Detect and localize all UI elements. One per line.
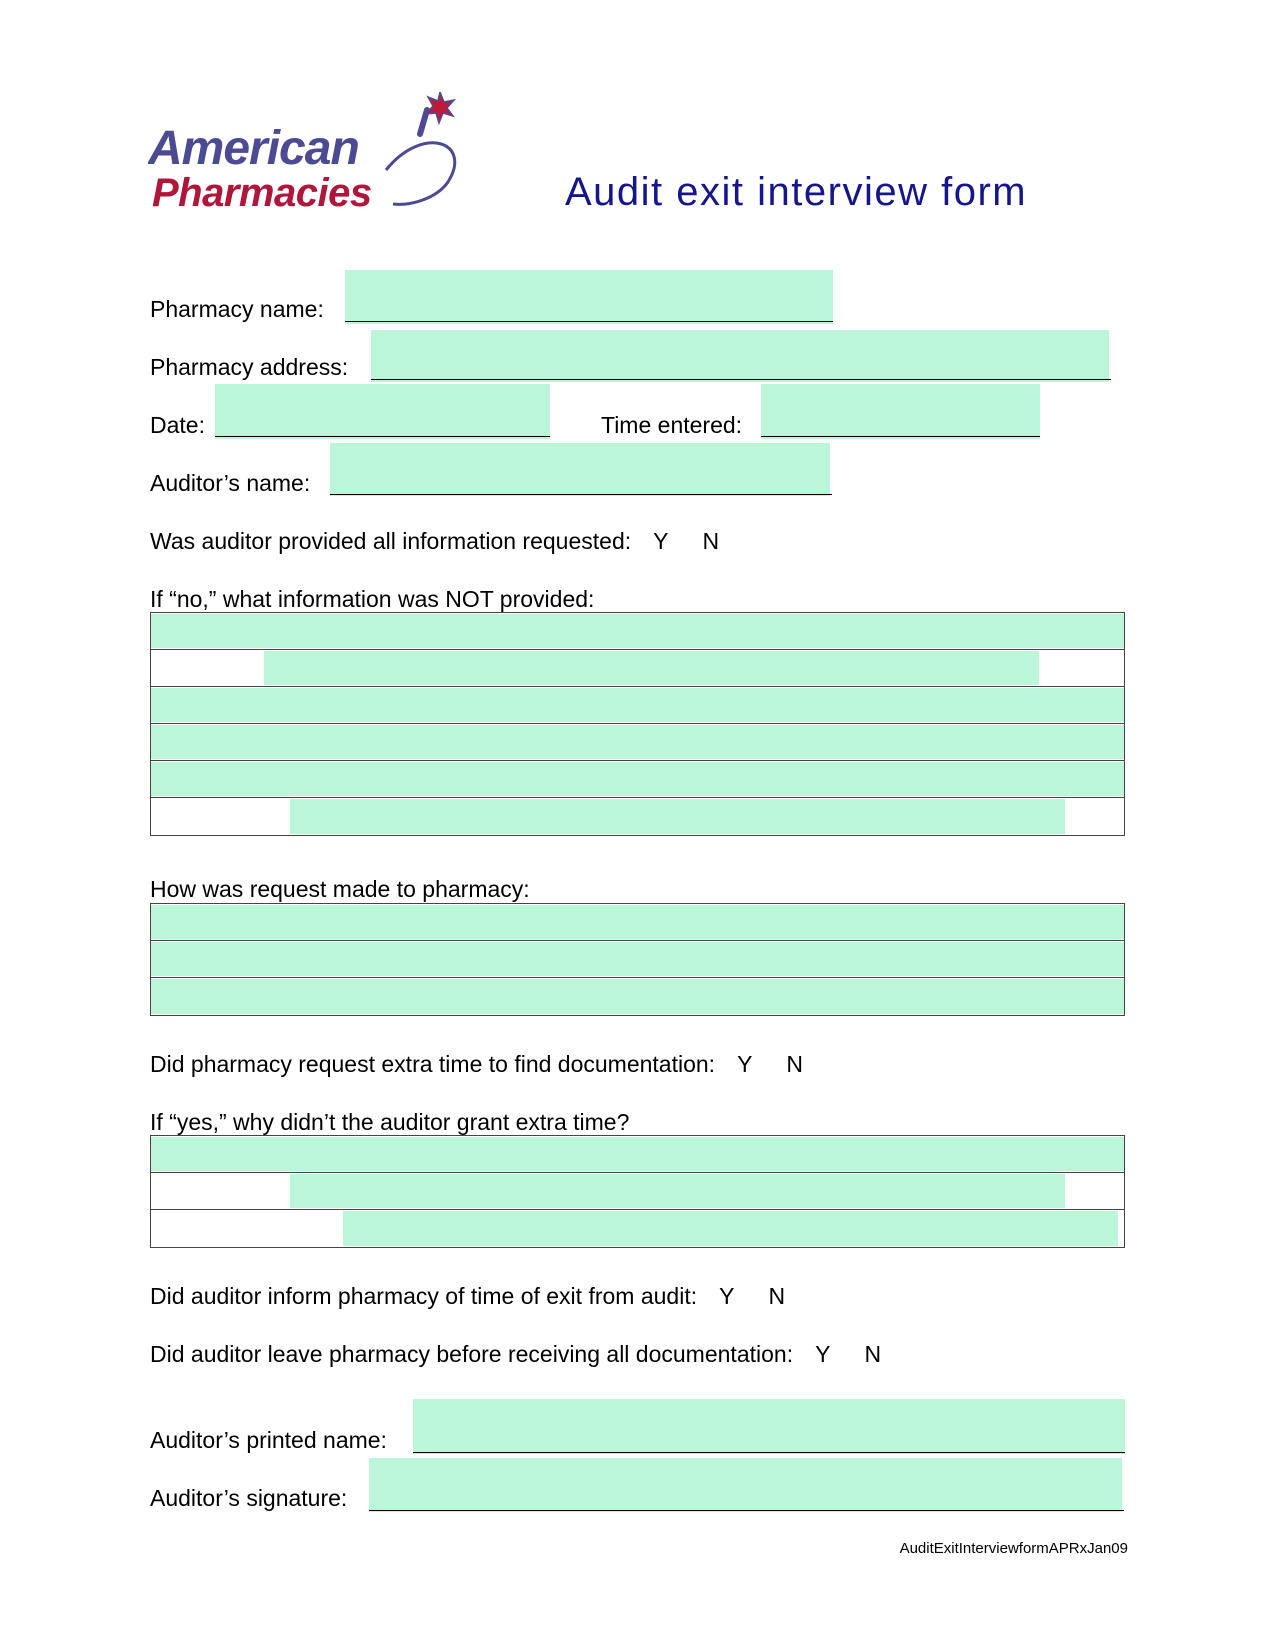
no-option[interactable]: N xyxy=(864,1341,882,1367)
yes-option[interactable]: Y xyxy=(815,1341,831,1367)
printed-name-label: Auditor’s printed name: xyxy=(150,1427,387,1453)
time-entered-label: Time entered: xyxy=(601,412,743,438)
info-row[interactable] xyxy=(151,798,1124,835)
reason-row[interactable] xyxy=(151,1136,1124,1173)
logo-pharmacies: Pharmacies xyxy=(152,171,372,215)
reason-row-field[interactable] xyxy=(343,1211,1118,1246)
date-underline xyxy=(215,436,550,437)
printed-name-field[interactable] xyxy=(413,1399,1125,1454)
info-row-field[interactable] xyxy=(264,651,1039,685)
pharmacy-address-field[interactable] xyxy=(371,330,1109,382)
no-option[interactable]: N xyxy=(702,528,720,554)
logo-graphic xyxy=(148,92,468,217)
no-option[interactable]: N xyxy=(786,1051,804,1077)
date-field[interactable] xyxy=(215,384,550,439)
star-icon xyxy=(426,92,454,123)
yes-option[interactable]: Y xyxy=(737,1051,753,1077)
yes-option[interactable]: Y xyxy=(719,1283,735,1309)
question-text: Did auditor leave pharmacy before receiving all documentation: xyxy=(150,1341,794,1367)
time-entered-underline xyxy=(761,436,1040,437)
form-title: Audit exit interview form xyxy=(565,170,1028,214)
reason-row-field[interactable] xyxy=(290,1174,1065,1208)
question-text: Did auditor inform pharmacy of time of exit from audit: xyxy=(150,1283,698,1309)
reason-row-field[interactable] xyxy=(151,1137,1124,1171)
request-method-label: How was request made to pharmacy: xyxy=(150,876,530,902)
question-extra-time xyxy=(150,1050,803,1078)
company-logo xyxy=(148,92,468,217)
signature-label: Auditor’s signature: xyxy=(150,1485,348,1511)
auditor-name-label: Auditor’s name: xyxy=(150,470,311,496)
request-row-field[interactable] xyxy=(151,942,1124,976)
question-exit-time xyxy=(150,1282,785,1310)
auditor-name-field[interactable] xyxy=(330,443,830,496)
time-entered-field[interactable] xyxy=(761,384,1040,439)
extra-time-reason-label: If “yes,” why didn’t the auditor grant extra time? xyxy=(150,1109,630,1135)
question-text: Was auditor provided all information requested: xyxy=(150,528,632,554)
request-method-table xyxy=(150,903,1125,1016)
date-label: Date: xyxy=(150,412,205,438)
info-not-provided-label: If “no,” what information was NOT provided: xyxy=(150,586,595,612)
auditor-name-underline xyxy=(330,494,832,495)
extra-time-reason-table xyxy=(150,1135,1125,1248)
pharmacy-address-label: Pharmacy address: xyxy=(150,354,349,380)
reason-row[interactable] xyxy=(151,1210,1124,1247)
info-row-field[interactable] xyxy=(151,762,1124,796)
pharmacy-name-underline xyxy=(345,321,833,322)
no-option[interactable]: N xyxy=(768,1283,786,1309)
request-row[interactable] xyxy=(151,904,1124,941)
request-row-field[interactable] xyxy=(151,905,1124,939)
pharmacy-name-label: Pharmacy name: xyxy=(150,296,324,322)
info-row[interactable] xyxy=(151,724,1124,761)
request-row-field[interactable] xyxy=(151,979,1124,1014)
info-row-field[interactable] xyxy=(290,799,1065,834)
info-row-field[interactable] xyxy=(151,614,1124,648)
info-row[interactable] xyxy=(151,650,1124,687)
logo-american: American xyxy=(148,122,359,175)
signature-field[interactable] xyxy=(369,1458,1122,1512)
form-code: AuditExitInterviewformAPRxJan09 xyxy=(899,1540,1128,1557)
info-row[interactable] xyxy=(151,761,1124,798)
pharmacy-address-underline xyxy=(371,379,1111,380)
question-info-provided xyxy=(150,527,719,555)
info-row-field[interactable] xyxy=(151,725,1124,759)
reason-row[interactable] xyxy=(151,1173,1124,1210)
info-row[interactable] xyxy=(151,613,1124,650)
question-left-early xyxy=(150,1340,881,1368)
info-row-field[interactable] xyxy=(151,688,1124,722)
request-row[interactable] xyxy=(151,941,1124,978)
info-not-provided-table xyxy=(150,612,1125,836)
question-text: Did pharmacy request extra time to find documentation: xyxy=(150,1051,716,1077)
yes-option[interactable]: Y xyxy=(653,528,669,554)
printed-name-underline xyxy=(413,1452,1125,1453)
request-row[interactable] xyxy=(151,978,1124,1015)
info-row[interactable] xyxy=(151,687,1124,724)
pharmacy-name-field[interactable] xyxy=(345,270,833,324)
signature-underline xyxy=(369,1510,1124,1511)
